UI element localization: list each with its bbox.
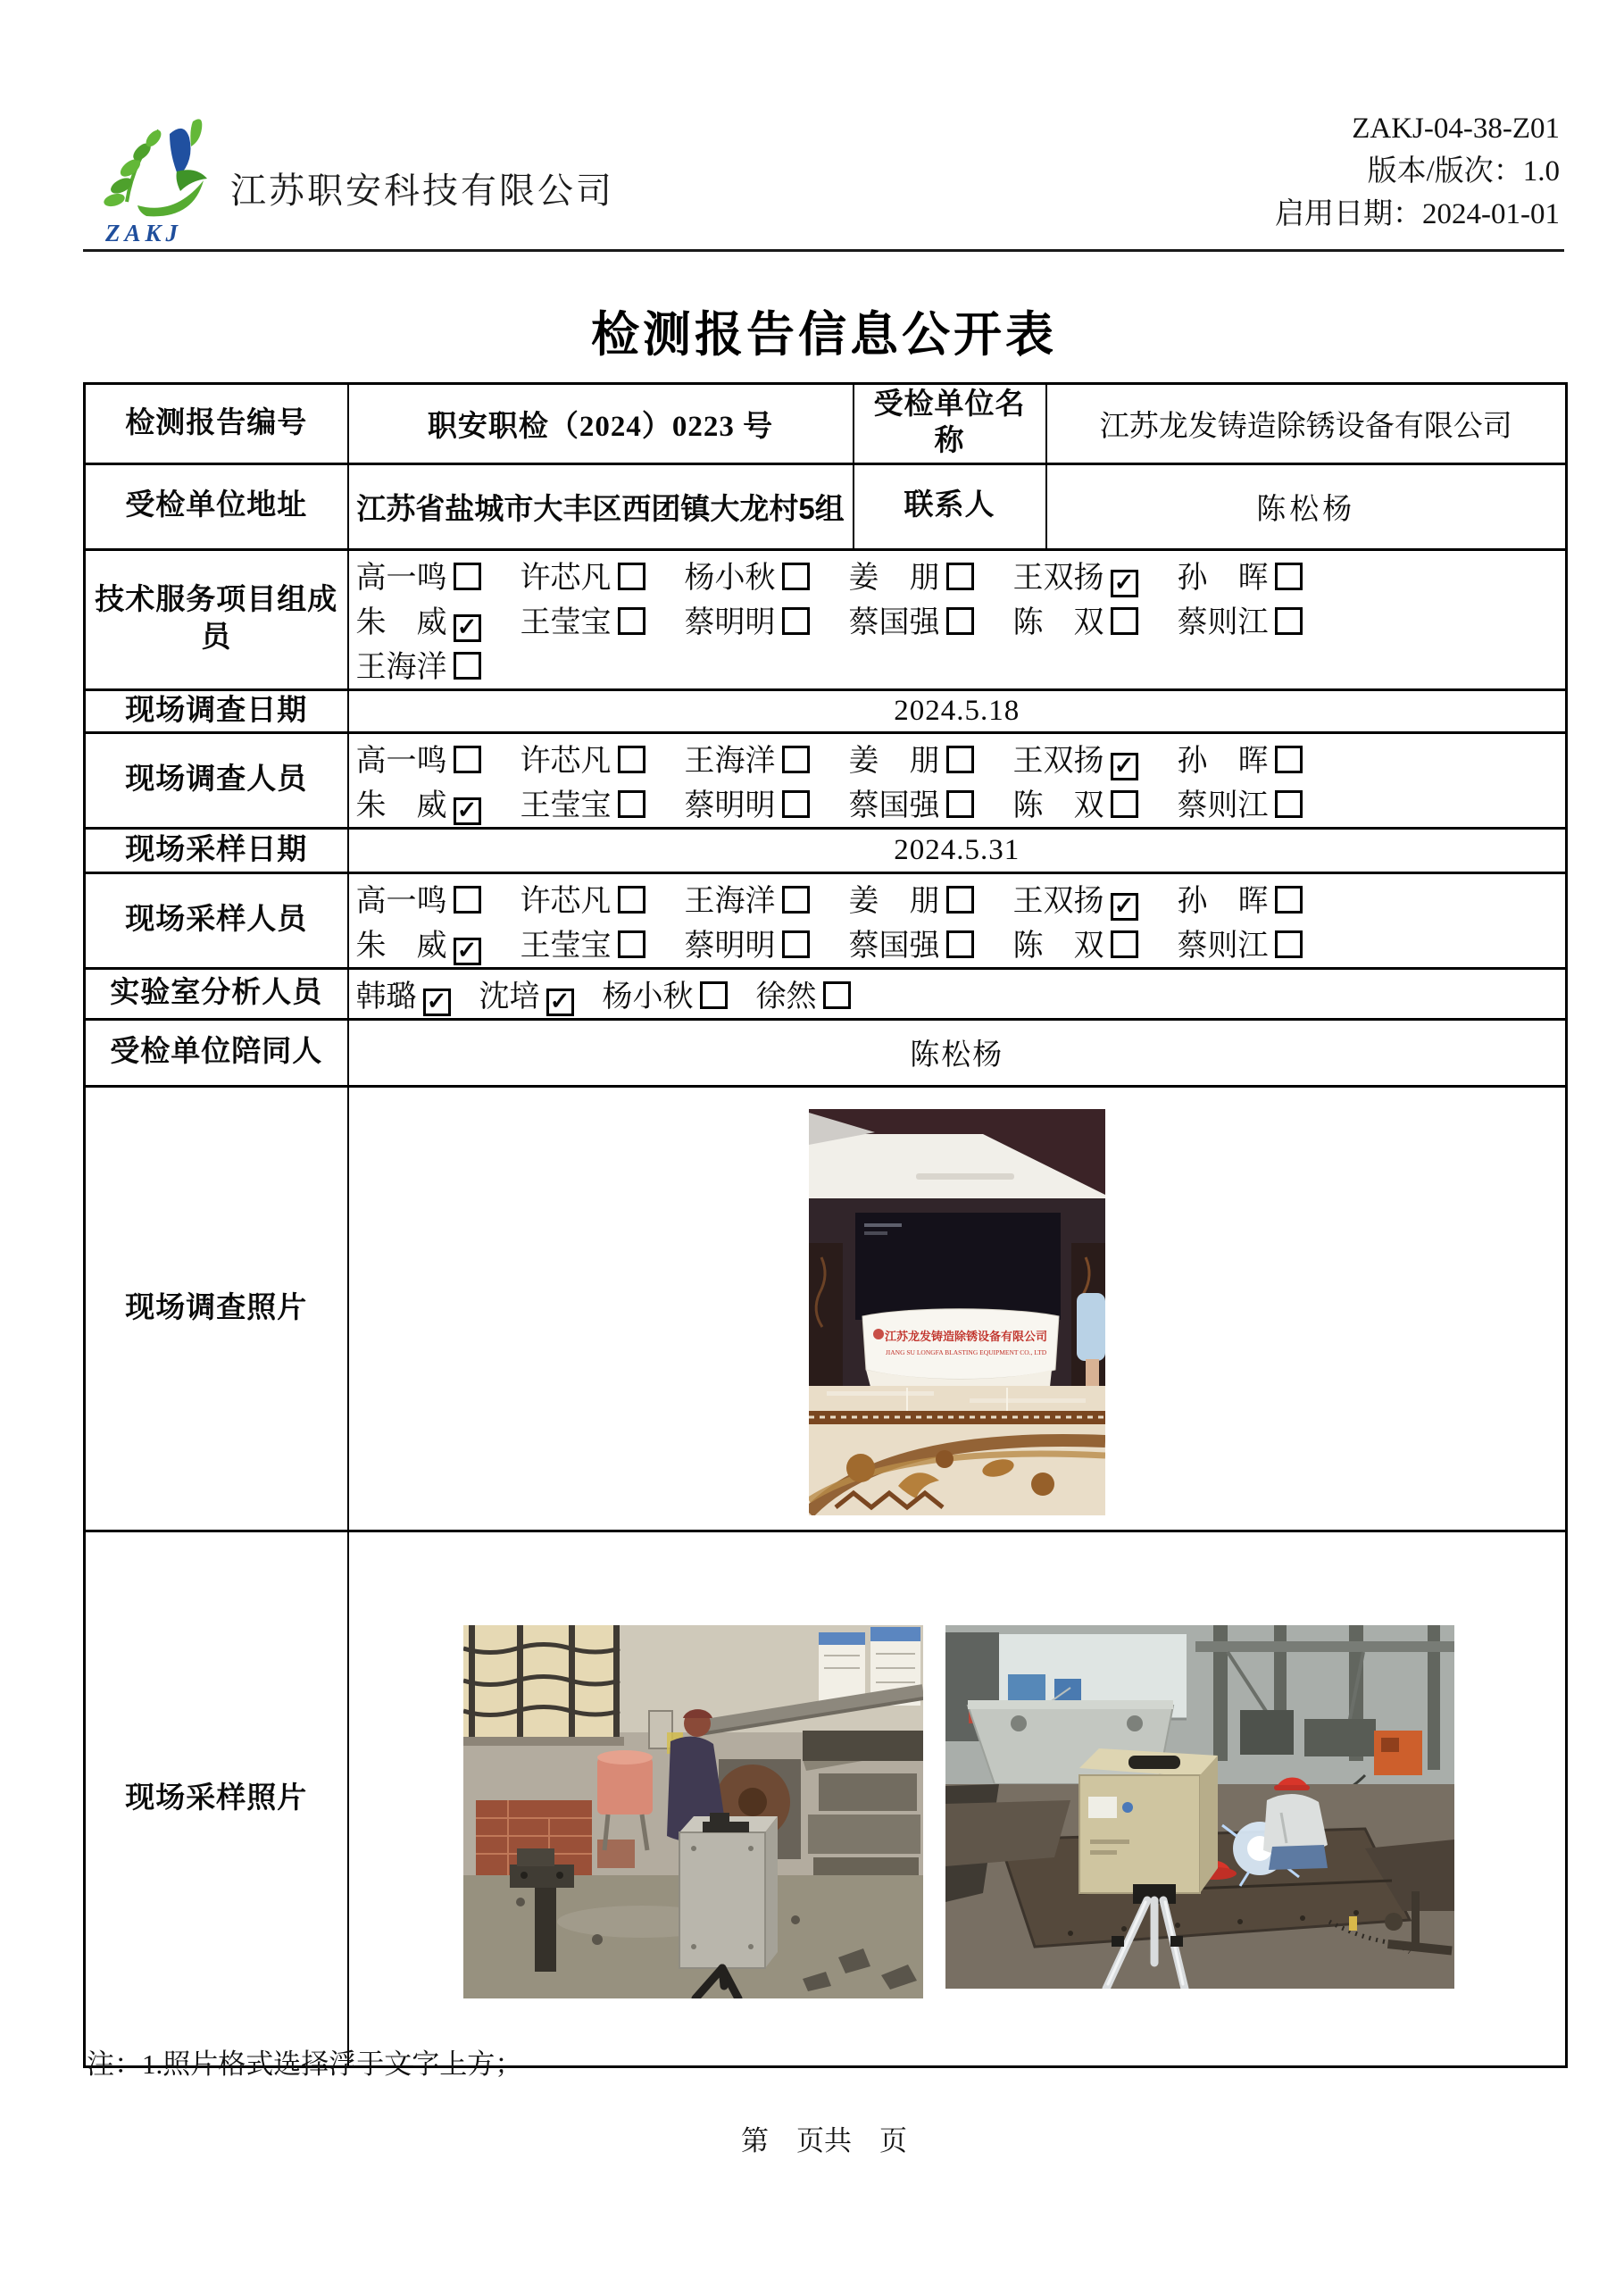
lobby-photo-graphic [809,1109,1105,1515]
person-name: 姜 朋 [848,885,940,919]
survey-staff-label: 现场调查人员 [85,732,348,828]
person-name: 蔡则江 [1177,789,1269,823]
survey-photo-label: 现场调查照片 [85,1086,348,1531]
names-line [356,780,1559,825]
person-option [685,553,849,597]
checkbox-unchecked-icon[interactable] [618,746,645,773]
survey-date-label: 现场调查日期 [85,689,348,732]
report-info-table [83,382,1568,2068]
person-name: 孙 晖 [1177,745,1269,779]
checkbox-unchecked-icon[interactable] [1111,607,1138,635]
checkbox-unchecked-icon[interactable] [946,607,974,635]
names-line [356,972,1559,1016]
person-option [1178,597,1342,641]
workshop-photo-graphic [463,1625,923,1998]
unit-addr-label: 受检单位地址 [85,463,348,549]
sample-photos-group [463,1625,1559,2007]
company-name: 江苏职安科技有限公司 [230,171,614,211]
person-name: 陈 双 [1012,789,1104,823]
person-name: 姜 朋 [848,562,940,595]
checkbox-checked-icon[interactable]: ✓ [454,938,481,965]
person-option [685,736,849,780]
person-name: 王海洋 [684,745,776,779]
person-name: 朱 威 [355,788,447,822]
checkbox-unchecked-icon[interactable] [823,981,851,1009]
lab-staff-label: 实验室分析人员 [85,968,348,1019]
person-name: 杨小秋 [602,980,694,1014]
checkbox-checked-icon[interactable]: ✓ [1111,570,1138,597]
person-name: 朱 威 [355,929,447,963]
checkbox-unchecked-icon[interactable] [454,886,481,914]
checkbox-unchecked-icon[interactable] [1111,930,1138,958]
lab-staff-list [348,968,1567,1019]
checkbox-unchecked-icon[interactable] [1275,607,1303,635]
checkbox-checked-icon[interactable]: ✓ [454,797,481,825]
person-name: 蔡国强 [848,606,940,639]
person-name: 许芯凡 [520,562,612,595]
survey-date-value: 2024.5.18 [348,689,1567,732]
checkbox-unchecked-icon[interactable] [618,790,645,818]
person-option [1178,736,1342,780]
names-line [356,553,1559,597]
person-option [356,642,521,686]
checkbox-unchecked-icon[interactable] [782,607,810,635]
checkbox-unchecked-icon[interactable] [782,930,810,958]
person-option [1013,921,1178,964]
page-title: 检测报告信息公开表 [591,308,1057,362]
person-option [603,972,728,1015]
checkbox-unchecked-icon[interactable] [1275,563,1303,590]
row-survey-photo [85,1086,1567,1531]
doc-start-date: 启用日期：2024-01-01 [1275,198,1560,230]
row-survey-staff [85,732,1567,828]
sample-date-value: 2024.5.31 [348,828,1567,872]
row-companion [85,1019,1567,1086]
person-name: 高一鸣 [355,562,447,595]
sample-photo-welding [945,1625,1454,1997]
survey-photo-cell [348,1086,1567,1531]
person-option [1013,553,1178,597]
person-option [1013,780,1178,824]
row-sample-staff [85,872,1567,968]
row-unit-address [85,463,1567,549]
checkbox-unchecked-icon[interactable] [782,563,810,590]
person-option [479,972,574,1016]
person-option [521,876,685,920]
checkbox-unchecked-icon[interactable] [454,746,481,773]
footnote: 注：1.照片格式选择浮于文字上方； [87,2048,523,2080]
person-option [685,597,849,641]
person-option [1013,736,1178,780]
report-no-label: 检测报告编号 [85,384,348,464]
person-name: 蔡则江 [1177,606,1269,639]
person-name: 蔡明明 [684,930,776,964]
person-option [356,972,451,1016]
sample-staff-label: 现场采样人员 [85,872,348,968]
person-name: 王海洋 [355,651,447,684]
header-divider [83,249,1564,252]
person-option [849,597,1013,641]
person-name: 陈 双 [1012,606,1104,639]
names-line [356,642,1559,687]
checkbox-unchecked-icon[interactable] [782,746,810,773]
person-name: 许芯凡 [520,885,612,919]
person-name: 高一鸣 [355,745,447,779]
person-option [521,780,685,824]
person-option [685,921,849,964]
checkbox-unchecked-icon[interactable] [1275,746,1303,773]
sample-photo-cell [348,1531,1567,2066]
checkbox-unchecked-icon[interactable] [946,790,974,818]
person-name: 蔡国强 [848,789,940,823]
checkbox-unchecked-icon[interactable] [946,930,974,958]
person-option [521,921,685,964]
person-option [849,876,1013,920]
row-team-members [85,549,1567,689]
names-line [356,736,1559,780]
person-name: 沈培 [479,980,540,1014]
survey-staff-list [348,732,1567,828]
checkbox-unchecked-icon[interactable] [618,563,645,590]
companion-label: 受检单位陪同人 [85,1019,348,1086]
survey-photo [809,1109,1105,1523]
contact-value: 陈松杨 [1046,463,1567,549]
person-option [756,972,851,1015]
unit-name-value: 江苏龙发铸造除锈设备有限公司 [1046,384,1567,464]
person-name: 王双扬 [1012,884,1104,918]
names-line [356,597,1559,642]
person-name: 徐然 [755,980,817,1014]
checkbox-unchecked-icon[interactable] [618,886,645,914]
logo-acronym: ZAKJ [105,220,183,246]
row-survey-date [85,689,1567,732]
company-logo [100,116,234,250]
checkbox-unchecked-icon[interactable] [1275,930,1303,958]
row-sample-date [85,828,1567,872]
checkbox-checked-icon[interactable]: ✓ [546,989,574,1016]
page-number-footer: 第 页共 页 [741,2125,907,2157]
report-no-value: 职安职检（2024）0223 号 [348,384,854,464]
person-option [356,553,521,597]
checkbox-unchecked-icon[interactable] [1275,790,1303,818]
sample-staff-list [348,872,1567,968]
person-name: 杨小秋 [684,562,776,595]
person-option [685,876,849,920]
person-option [1178,921,1342,964]
person-option [1178,780,1342,824]
person-name: 朱 威 [355,605,447,639]
person-option [1013,876,1178,921]
welding-photo-graphic [945,1625,1454,1989]
checkbox-unchecked-icon[interactable] [782,790,810,818]
person-option [521,736,685,780]
team-label: 技术服务项目组成员 [85,549,348,689]
person-option [685,780,849,824]
row-sample-photo [85,1531,1567,2066]
unit-name-label: 受检单位名称 [854,384,1046,464]
person-name: 王莹宝 [520,606,612,639]
person-name: 蔡国强 [848,930,940,964]
row-report-no [85,384,1567,464]
checkbox-checked-icon[interactable]: ✓ [423,989,451,1016]
doc-version: 版本/版次：1.0 [1367,155,1560,188]
checkbox-checked-icon[interactable]: ✓ [1111,893,1138,921]
team-members-list [348,549,1567,689]
person-option [849,780,1013,824]
names-line [356,876,1559,921]
sample-photo-workshop [463,1625,923,2007]
person-name: 王海洋 [684,885,776,919]
contact-label: 联系人 [854,463,1046,549]
person-name: 王莹宝 [520,930,612,964]
unit-addr-value: 江苏省盐城市大丰区西团镇大龙村5组 [348,463,854,549]
checkbox-checked-icon[interactable]: ✓ [454,614,481,642]
desk-sign-en: JIANG SU LONGFA BLASTING EQUIPMENT CO., LTD [885,1348,1046,1357]
person-name: 陈 双 [1012,930,1104,964]
person-name: 韩璐 [355,980,417,1014]
person-name: 王双扬 [1012,561,1104,595]
person-name: 许芯凡 [520,745,612,779]
person-name: 王双扬 [1012,744,1104,778]
person-option [521,597,685,641]
checkbox-unchecked-icon[interactable] [946,886,974,914]
person-name: 孙 晖 [1177,885,1269,919]
checkbox-unchecked-icon[interactable] [700,981,728,1009]
names-line [356,921,1559,965]
checkbox-unchecked-icon[interactable] [454,652,481,680]
checkbox-unchecked-icon[interactable] [618,930,645,958]
person-option [849,553,1013,597]
person-option [356,921,521,965]
person-option [849,736,1013,780]
person-name: 蔡明明 [684,789,776,823]
checkbox-unchecked-icon[interactable] [1275,886,1303,914]
person-option [356,597,521,642]
person-name: 王莹宝 [520,789,612,823]
checkbox-unchecked-icon[interactable] [618,607,645,635]
person-option [521,553,685,597]
logo-graphic [100,116,234,221]
person-option [849,921,1013,964]
person-option [1013,597,1178,641]
person-option [356,780,521,825]
checkbox-unchecked-icon[interactable] [454,563,481,590]
person-name: 孙 晖 [1177,562,1269,595]
person-option [356,736,521,780]
checkbox-checked-icon[interactable]: ✓ [1111,753,1138,780]
person-option [1178,876,1342,920]
checkbox-unchecked-icon[interactable] [946,563,974,590]
checkbox-unchecked-icon[interactable] [1111,790,1138,818]
row-lab-staff [85,968,1567,1019]
person-option [1178,553,1342,597]
person-option [356,876,521,920]
checkbox-unchecked-icon[interactable] [782,886,810,914]
sample-date-label: 现场采样日期 [85,828,348,872]
desk-sign-cn: 江苏龙发铸造除锈设备有限公司 [884,1330,1047,1344]
person-name: 蔡明明 [684,606,776,639]
checkbox-unchecked-icon[interactable] [946,746,974,773]
doc-code: ZAKJ-04-38-Z01 [1352,113,1560,145]
person-name: 高一鸣 [355,885,447,919]
person-name: 姜 朋 [848,745,940,779]
document-codes [1275,107,1560,236]
sample-photo-label: 现场采样照片 [85,1531,348,2066]
companion-value: 陈松杨 [348,1019,1567,1086]
person-name: 蔡则江 [1177,930,1269,964]
